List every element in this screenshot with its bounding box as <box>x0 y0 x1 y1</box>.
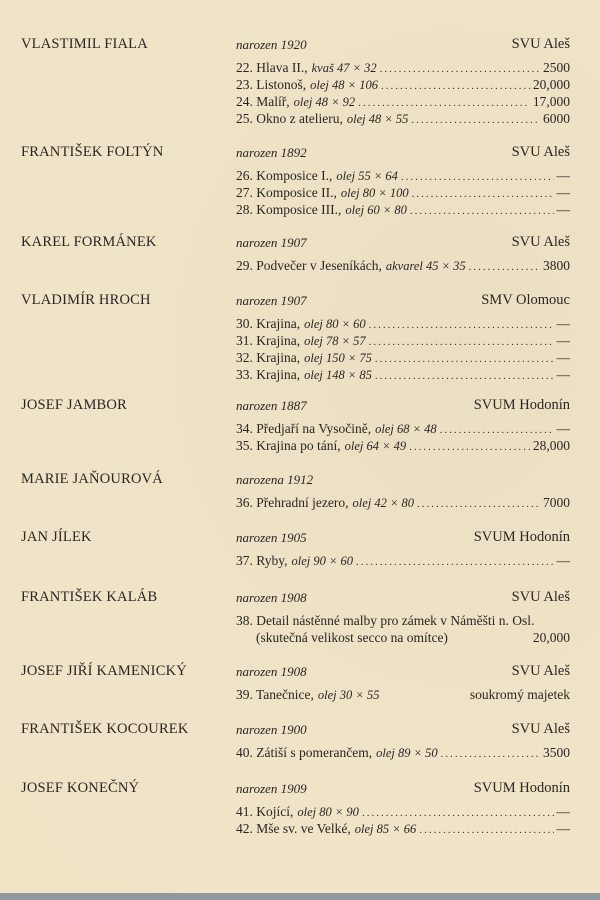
work-item: 32. Krajina, olej 150 × 75 ..... — <box>236 350 570 367</box>
leader-dots <box>440 424 554 436</box>
artist-name: FRANTIŠEK FOLTÝN <box>21 144 164 160</box>
leader-dots <box>381 80 530 92</box>
leader-dots <box>412 188 554 200</box>
leader-dots <box>380 63 540 75</box>
organization: SVU Aleš <box>511 589 570 605</box>
artist-name: FRANTIŠEK KALÁB <box>21 589 158 605</box>
organization: SVUM Hodonín <box>473 397 570 413</box>
birth-info: narozen 1908 <box>236 664 307 679</box>
birth-info: narozen 1905 <box>236 530 307 545</box>
organization: SVU Aleš <box>511 144 570 160</box>
price: — <box>556 168 570 183</box>
leader-dots <box>441 748 540 760</box>
birth-info: narozen 1892 <box>236 145 307 160</box>
birth-info: narozena 1912 <box>236 472 314 487</box>
price: — <box>556 333 570 348</box>
organization: SVUM Hodonín <box>473 529 570 545</box>
leader-dots <box>375 353 554 365</box>
price: 2500 <box>543 60 570 75</box>
birth-info: narozen 1907 <box>236 293 307 308</box>
work-item: 36. Přehradní jezero, olej 42 × 80 ..... 7000 <box>236 495 570 512</box>
price: — <box>556 553 570 568</box>
work-item: 41. Kojící, olej 80 × 90 ..... — <box>236 804 570 821</box>
work-item: 29. Podvečer v Jeseníkách, akvarel 45 × 35 ..... 3800 <box>236 258 570 275</box>
price: — <box>556 821 570 836</box>
price: — <box>556 185 570 200</box>
work-item: 25. Okno z atelieru, olej 48 × 55 ..... 6000 <box>236 111 570 128</box>
birth-info: narozen 1908 <box>236 590 307 605</box>
organization: SVU Aleš <box>511 234 570 250</box>
leader-dots <box>358 97 530 109</box>
work-item: 40. Zátiší s pomerančem, olej 89 × 50 ..... 3500 <box>236 745 570 762</box>
artist-name: KAREL FORMÁNEK <box>21 234 157 250</box>
ownership: soukromý majetek <box>469 687 570 702</box>
artist-name: JAN JÍLEK <box>21 529 92 545</box>
organization: SMV Olomouc <box>481 292 570 308</box>
organization: SVUM Hodonín <box>473 780 570 796</box>
birth-info: narozen 1920 <box>236 37 307 52</box>
work-item: 33. Krajina, olej 148 × 85 ..... — <box>236 367 570 384</box>
organization: SVU Aleš <box>511 663 570 679</box>
work-item: 30. Krajina, olej 80 × 60 ..... — <box>236 316 570 333</box>
artist-name: FRANTIŠEK KOCOUREK <box>21 721 189 737</box>
birth-info: narozen 1900 <box>236 722 307 737</box>
work-item: 34. Předjaří na Vysočině, olej 68 × 48 ..... — <box>236 421 570 438</box>
price: 20,000 <box>532 77 570 92</box>
leader-dots <box>356 556 553 568</box>
leader-dots <box>411 114 540 126</box>
price: — <box>556 350 570 365</box>
price: 3800 <box>543 258 570 273</box>
price: 28,000 <box>532 438 570 453</box>
price: — <box>556 316 570 331</box>
work-note: (skutečná velikost secco na omítce) 20,000 <box>256 630 570 645</box>
artist-name: VLASTIMIL FIALA <box>21 36 148 52</box>
leader-dots <box>409 441 530 453</box>
artist-name: JOSEF JAMBOR <box>21 397 127 413</box>
organization: SVU Aleš <box>511 36 570 52</box>
price: — <box>556 804 570 819</box>
work-item: 39. Tanečnice, olej 30 × 55 soukromý majetek <box>236 687 570 702</box>
leader-dots <box>362 807 554 819</box>
birth-info: narozen 1887 <box>236 398 307 413</box>
work-item: 37. Ryby, olej 90 × 60 ..... — <box>236 553 570 570</box>
page-bottom-edge <box>0 893 600 900</box>
leader-dots <box>369 336 554 348</box>
price: 6000 <box>543 111 570 126</box>
work-item: 38. Detail nástěnné malby pro zámek v Náměšti n. Osl. <box>236 613 535 628</box>
price: — <box>556 421 570 436</box>
work-item: 24. Malíř, olej 48 × 92 ..... 17,000 <box>236 94 570 111</box>
leader-dots <box>401 171 554 183</box>
artist-name: JOSEF JIŘÍ KAMENICKÝ <box>21 663 187 679</box>
leader-dots <box>417 498 540 510</box>
price: 3500 <box>543 745 570 760</box>
leader-dots <box>375 370 554 382</box>
leader-dots <box>369 319 554 331</box>
organization: SVU Aleš <box>511 721 570 737</box>
artist-name: JOSEF KONEČNÝ <box>21 780 140 796</box>
work-item: 27. Komposice II., olej 80 × 100 ..... — <box>236 185 570 202</box>
work-item: 26. Komposice I., olej 55 × 64 ..... — <box>236 168 570 185</box>
work-item: 23. Listonoš, olej 48 × 106 ..... 20,000 <box>236 77 570 94</box>
price: — <box>556 367 570 382</box>
leader-dots <box>410 205 554 217</box>
work-item: 31. Krajina, olej 78 × 57 ..... — <box>236 333 570 350</box>
work-item: 28. Komposice III., olej 60 × 80 ..... — <box>236 202 570 219</box>
artist-name: VLADIMÍR HROCH <box>21 292 151 308</box>
price: 20,000 <box>532 630 570 645</box>
artist-name: MARIE JAŇOUROVÁ <box>21 471 163 487</box>
price: 7000 <box>543 495 570 510</box>
price: 17,000 <box>532 94 570 109</box>
leader-dots <box>419 824 553 836</box>
work-item: 42. Mše sv. ve Velké, olej 85 × 66 ..... — <box>236 821 570 838</box>
birth-info: narozen 1909 <box>236 781 307 796</box>
work-item: 22. Hlava II., kvaš 47 × 32 ..... 2500 <box>236 60 570 77</box>
leader-dots <box>469 261 540 273</box>
work-item: 35. Krajina po tání, olej 64 × 49 ..... 28,000 <box>236 438 570 455</box>
price: — <box>556 202 570 217</box>
birth-info: narozen 1907 <box>236 235 307 250</box>
